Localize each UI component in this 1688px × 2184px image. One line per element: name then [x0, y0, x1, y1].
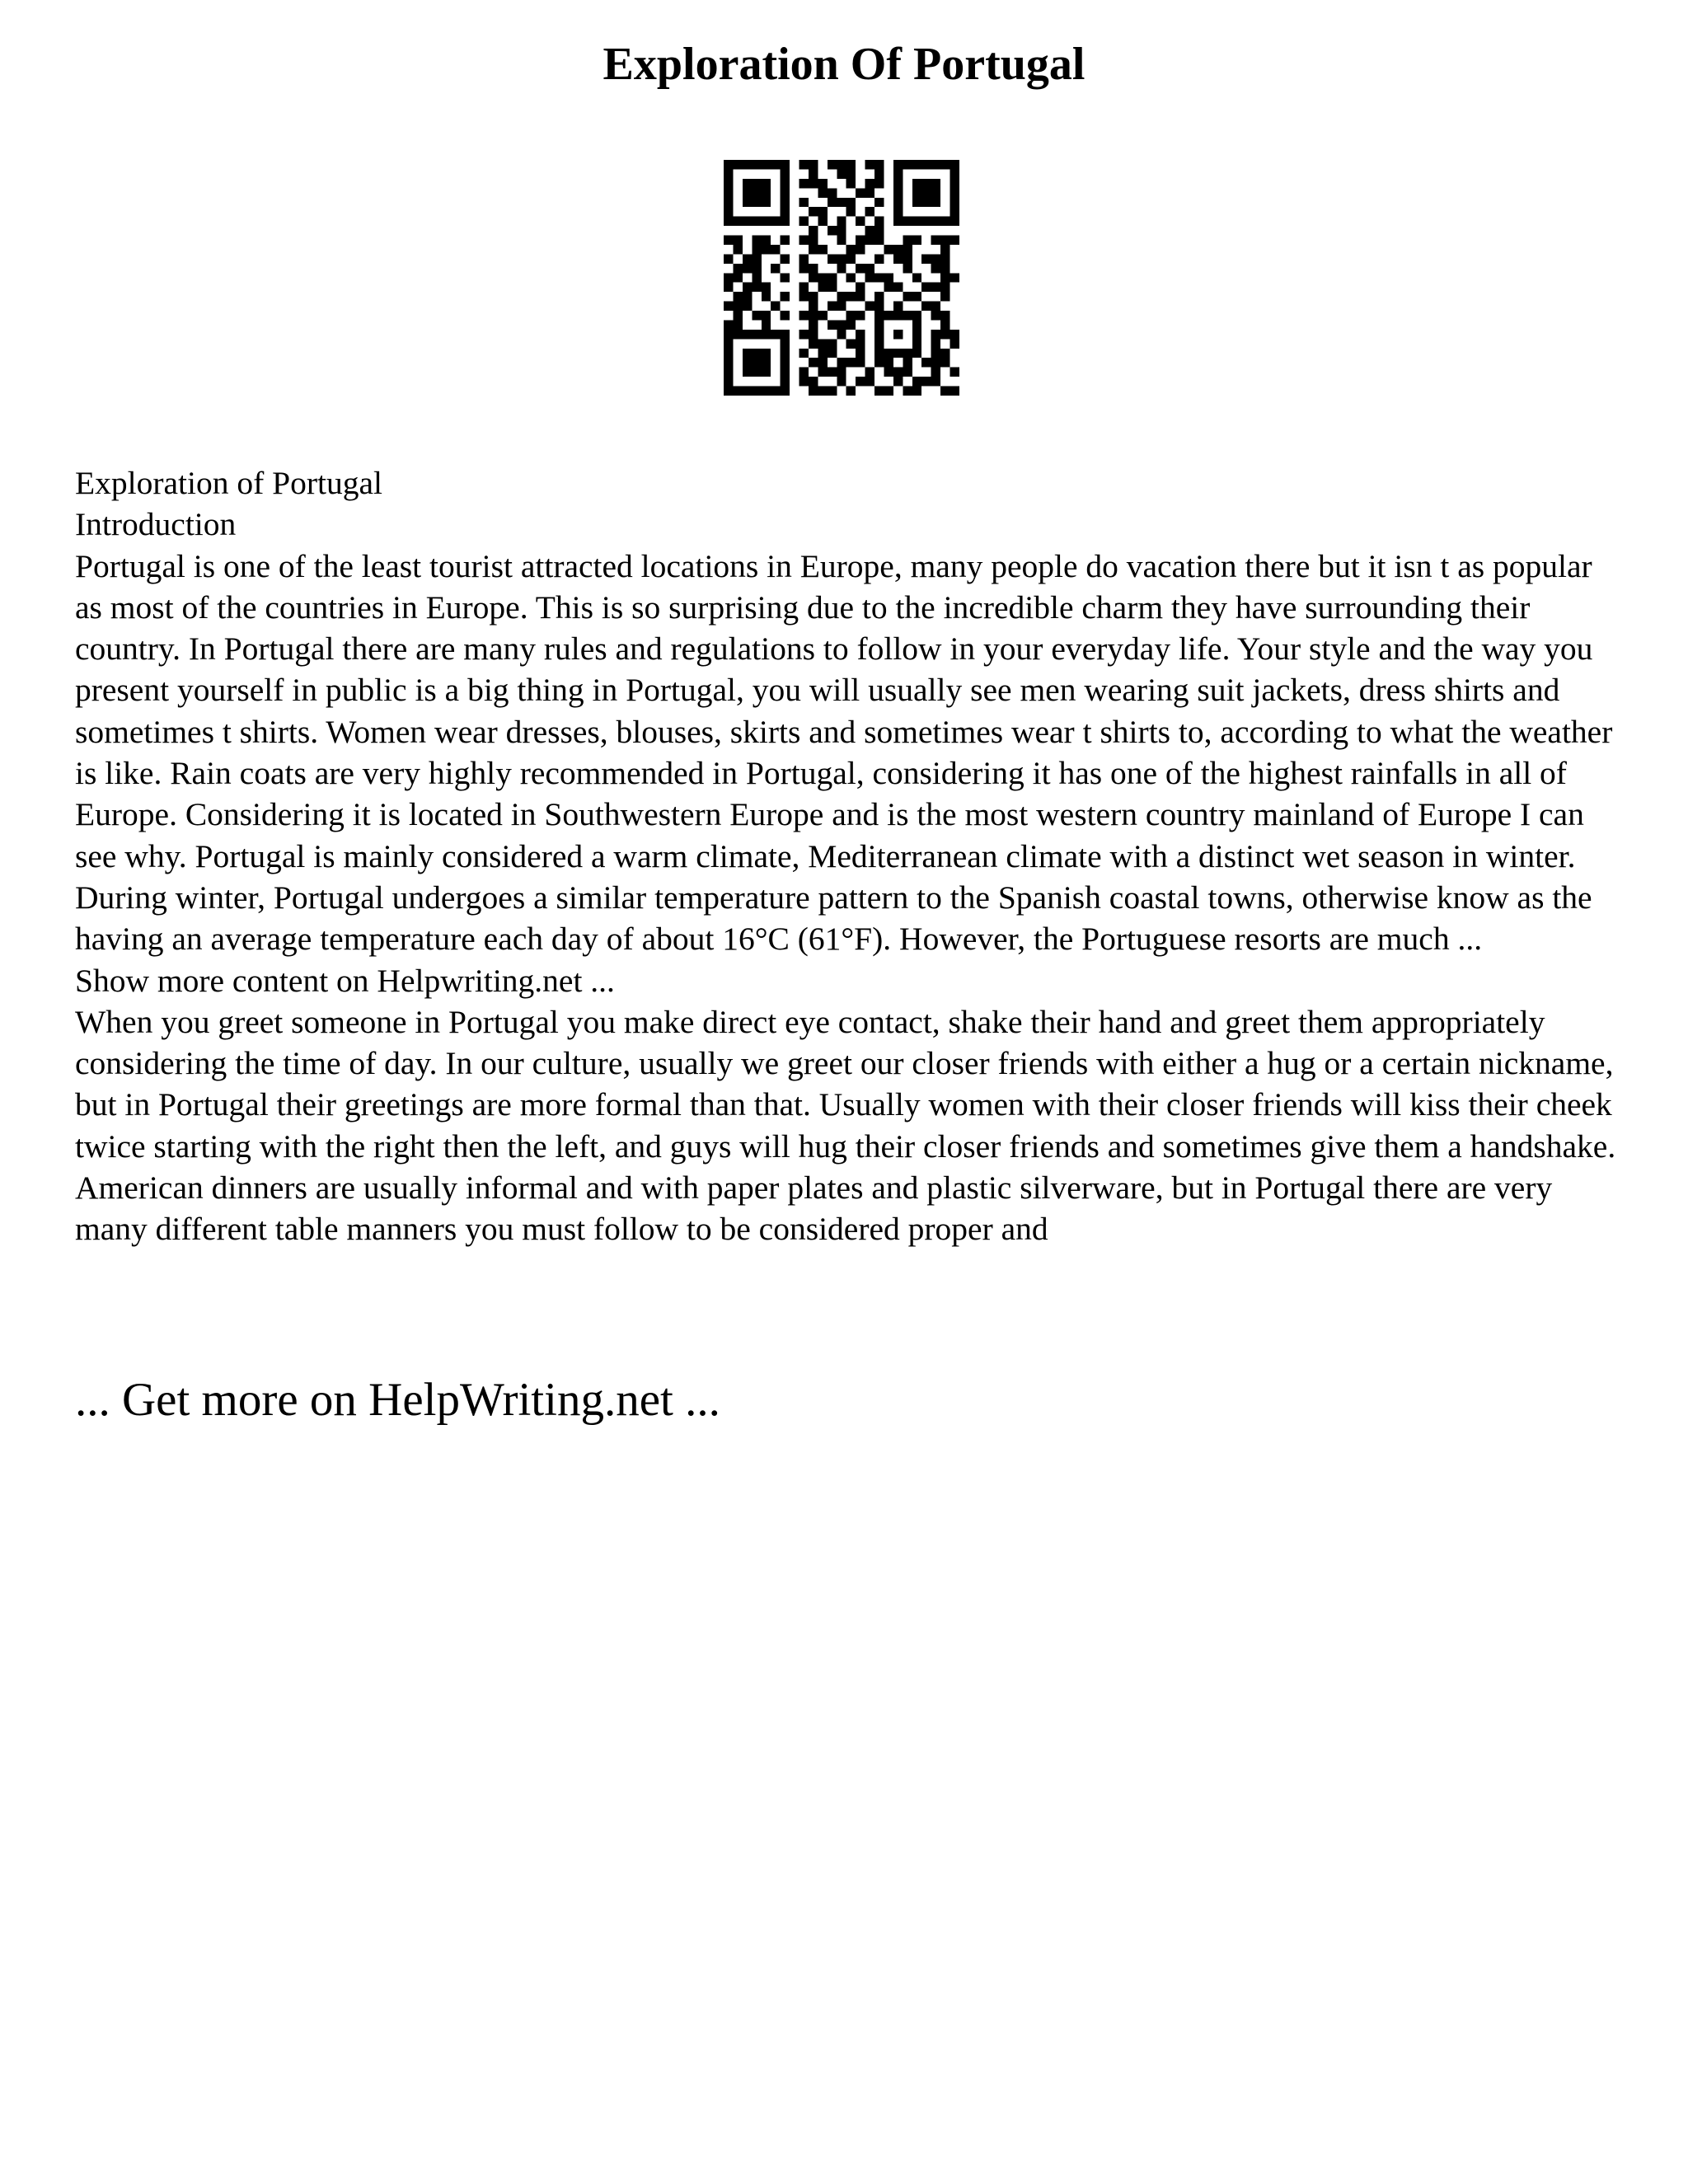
qr-code-icon[interactable] [724, 160, 959, 396]
paragraph-greetings: When you greet someone in Portugal you make direct eye contact, shake their hand and greet them appropriately considering the time of day. In our culture, usually we greet our closer friends with either a hug or a certain nickname, but in Portugal their greetings are more formal than that. Usually women with their closer friends will kiss their cheek twice starting with the right then the left, and guys will hug their closer friends and sometimes give them a handshake. American dinners are usually informal and with paper plates and plastic silverware, but in Portugal there are very many different table manners you must follow to be considered proper and [75, 1003, 1616, 1248]
get-more-link[interactable]: ... Get more on HelpWriting.net ... [75, 1374, 720, 1426]
show-more-link[interactable]: Show more content on Helpwriting.net ... [75, 962, 615, 999]
body-subheading: Introduction [75, 506, 237, 543]
document-body [75, 462, 1625, 1250]
paragraph-introduction: Portugal is one of the least tourist attracted locations in Europe, many people do vacation there but it isn t as popular as most of the countries in Europe. This is so surprising due to the incredible charm they have surrounding their country. In Portugal there are many rules and regulations to follow in your everyday life. Your style and the way you present yourself in public is a big thing in Portugal, you will usually see men wearing suit jackets, dress shirts and sometimes t shirts. Women wear dresses, blouses, skirts and sometimes wear t shirts to, according to what the weather is like. Rain coats are very highly recommended in Portugal, considering it has one of the highest rainfalls in all of Europe. Considering it is located in Southwestern Europe and is the most western country mainland of Europe I can see why. Portugal is mainly considered a warm climate, Mediterranean climate with a distinct wet season in winter. During winter, Portugal undergoes a similar temperature pattern to the Spanish coastal towns, otherwise know as the having an average temperature each day of about 16°C (61°F). However, the Portuguese resorts are much ... [75, 547, 1613, 958]
page-title: Exploration Of Portugal [603, 39, 1085, 90]
body-heading: Exploration of Portugal [75, 465, 382, 501]
